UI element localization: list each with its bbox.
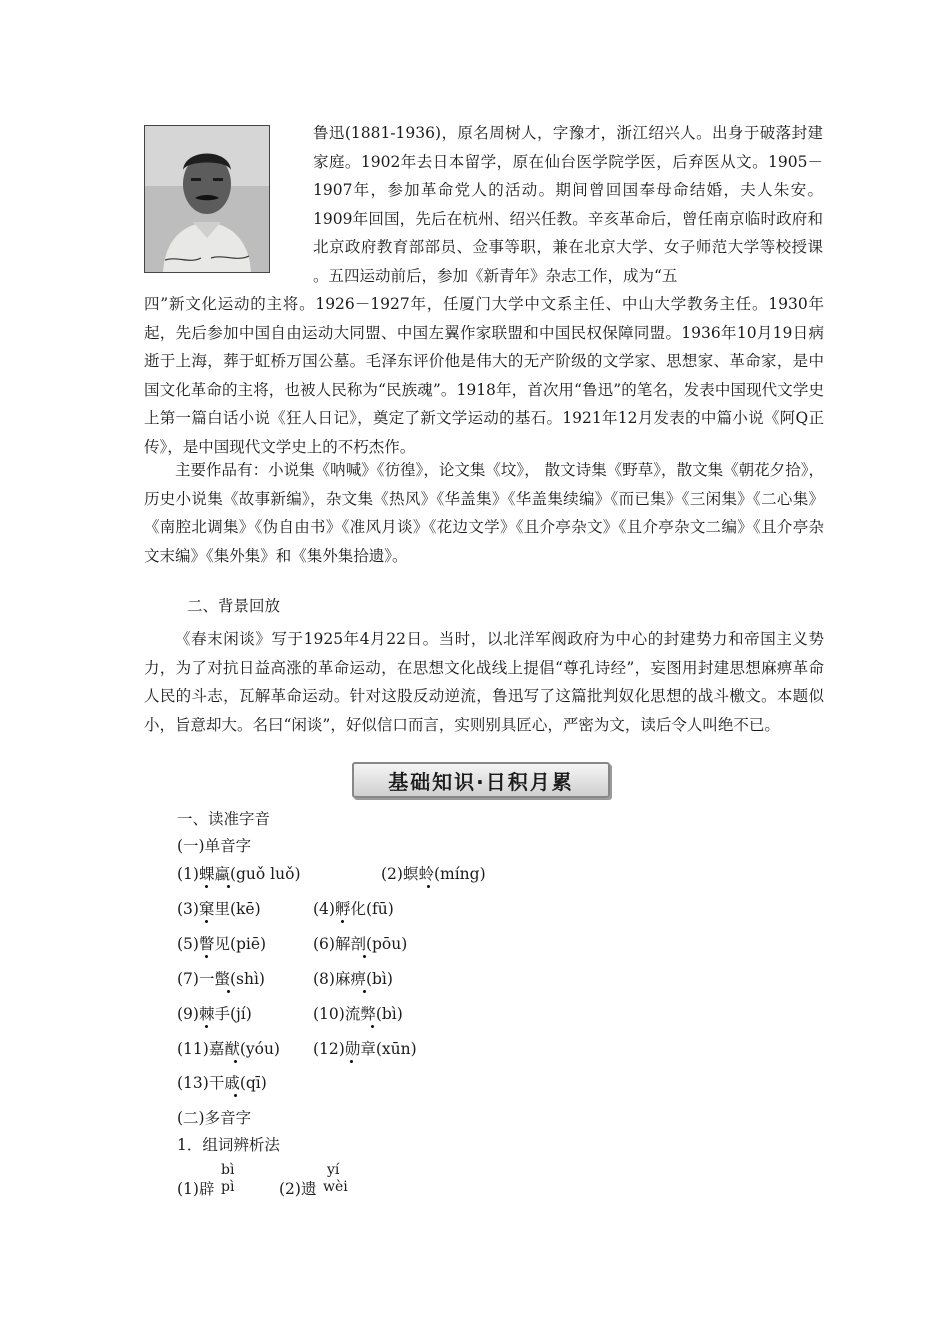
pron-item: (13)干戚(qī) xyxy=(177,1074,267,1092)
emphasis-dot xyxy=(371,1025,374,1028)
section-banner xyxy=(352,762,610,798)
emphasis-dot xyxy=(363,990,366,993)
emphasis-dot xyxy=(234,1060,237,1063)
emphasis-dot xyxy=(205,955,208,958)
pron-item: (9)棘手(jí) xyxy=(177,1005,252,1023)
emphasis-dot xyxy=(205,920,208,923)
pron-item: (1)蜾蠃(guǒ luǒ) xyxy=(177,865,301,883)
background-text: 《春末闲谈》写于1925年4月22日。当时，以北洋军阀政府为中心的封建势力和帝国主义势力，为了对抗日益高涨的革命运动，在思想文化战线上提倡“尊孔诗经”，妄图用封建思想麻痹革命人民的斗志，瓦解革命运动。针对这股反动逆流，鲁迅写了这篇批判奴化思想的战斗檄文。本题似小，旨意却大。名曰“闲谈”，好似信口而言，实则别具匠心，严密为文，读后令人叫绝不已。 xyxy=(144,630,824,734)
pron-item: (5)瞥见(piē) xyxy=(177,935,267,953)
bio-intro-rest: 四”新文化运动的主将。1926－1927年，任厦门大学中文系主任、中山大学教务主任。1930年起，先后参加中国自由运动大同盟、中国左翼作家联盟和中国民权保障同盟。1936年10月19日病逝于上海，葬于虹桥万国公墓。毛泽东评价他是伟大的无产阶级的文学家、思想家、革命家，是中国文化革命的主将，也被人民称为“民族魂”。1918年，首次用“鲁迅”的笔名，发表中国现代文学史上第一篇白话小说《狂人日记》，奠定了新文学运动的基石。1921年12月发表的中篇小说《阿Q正传》，是中国现代文学史上的不朽杰作。 xyxy=(144,295,824,456)
pron-item: (4)孵化(fū) xyxy=(313,900,394,918)
emphasis-dot xyxy=(227,885,230,888)
pron-item: (8)麻痹(bì) xyxy=(313,970,393,988)
polyphone-top-reading: yí xyxy=(327,1162,340,1178)
pron-item: (2)螟蛉(míng) xyxy=(381,865,486,883)
emphasis-dot xyxy=(350,1060,353,1063)
emphasis-dot xyxy=(363,955,366,958)
polyphone-bottom-reading: pì xyxy=(221,1179,235,1195)
emphasis-dot xyxy=(205,1025,208,1028)
polyphone-item-label: (1)辟 xyxy=(177,1180,215,1198)
emphasis-dot xyxy=(234,1094,237,1097)
pron-item: (7)一蟞(shì) xyxy=(177,970,265,988)
pron-item: (6)解剖(pōu) xyxy=(313,935,408,953)
pron-item: (3)窠里(kē) xyxy=(177,900,261,918)
polyphone-item-label: (2)遗 xyxy=(279,1180,317,1198)
author-portrait xyxy=(144,125,270,273)
emphasis-dot xyxy=(227,990,230,993)
emphasis-dot xyxy=(205,885,208,888)
pron-item: (10)流弊(bì) xyxy=(313,1005,403,1023)
background-heading: 二、背景回放 xyxy=(187,597,281,615)
polyphone-top-reading: bì xyxy=(221,1162,235,1178)
polyphone-heading: (二)多音字 xyxy=(177,1109,252,1127)
pron-item: (11)嘉猷(yóu) xyxy=(177,1040,280,1058)
emphasis-dot xyxy=(427,885,430,888)
single-sound-heading: (一)单音字 xyxy=(177,837,252,855)
pronunciation-heading: 一、读准字音 xyxy=(177,810,271,828)
section-banner-title: 基础知识·日积月累 xyxy=(388,769,574,794)
method-heading: 1．组词辨析法 xyxy=(177,1136,280,1154)
pron-item: (12)勋章(xūn) xyxy=(313,1040,417,1058)
major-works: 主要作品有：小说集《呐喊》《彷徨》，论文集《坟》， 散文诗集《野草》，散文集《朝花夕拾》，历史小说集《故事新编》，杂文集《热风》《华盖集》《华盖集续编》《而已集》《三闲集》《二心集》《南腔北调集》《伪自由书》《准风月谈》《花边文学》《且介亭杂文》《且介亭杂文二编》《且介亭杂文末编》《集外集》和《集外集拾遗》。 xyxy=(144,461,824,565)
emphasis-dot xyxy=(341,920,344,923)
portrait-image xyxy=(145,126,269,272)
polyphone-bottom-reading: wèi xyxy=(323,1179,348,1195)
bio-intro-first: 鲁迅(1881-1936)，原名周树人，字豫才，浙江绍兴人。出身于破落封建家庭。1902年去日本留学，原在仙台医学院学医，后弃医从文。1905－1907年，参加革命党人的活动。期间曾回国奉母命结婚，夫人朱安。1909年回国，先后在杭州、绍兴任教。辛亥革命后，曾任南京临时政府和北京政府教育部部员、佥事等职，兼在北京大学、女子师范大学等校授课 。五四运动前后，参加《新青年》杂志工作，成为“五 xyxy=(313,124,823,285)
